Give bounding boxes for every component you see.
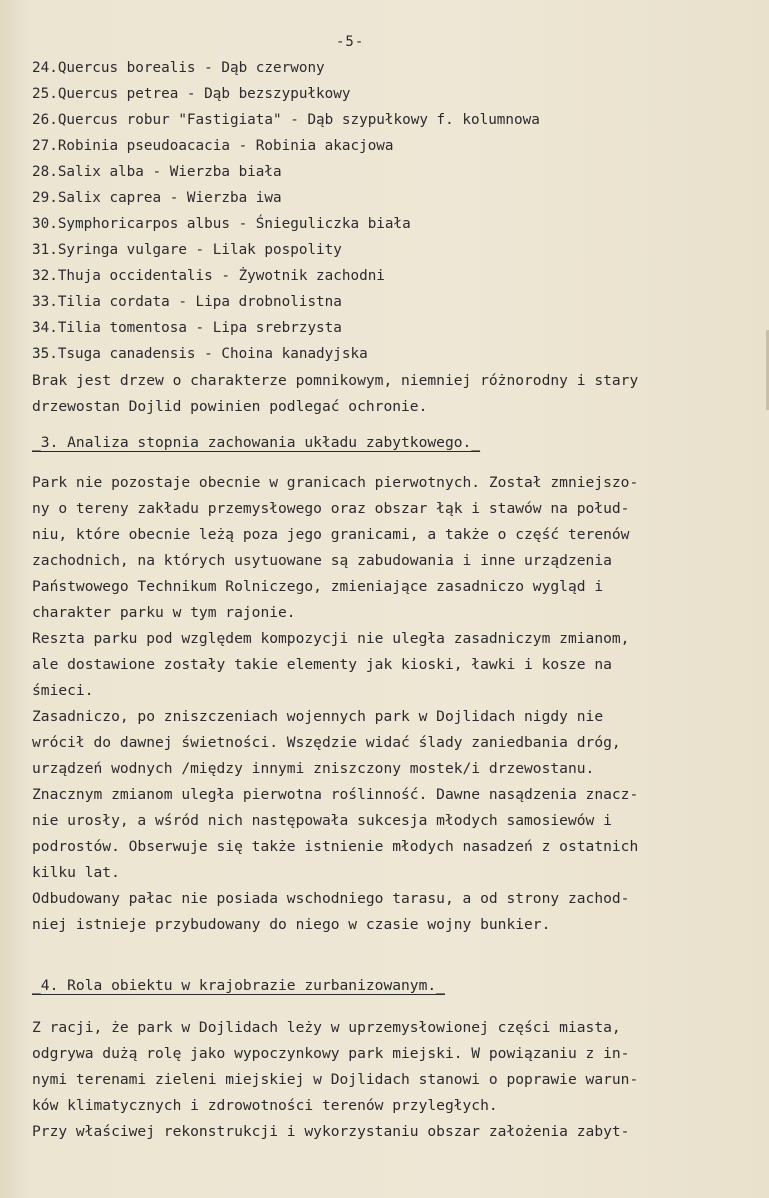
text-line: Państwowego Technikum Rolniczego, zmieniające zasadniczo wygląd i [32, 578, 604, 595]
text-line: Park nie pozostaje obecnie w granicach pierwotnych. Został zmniejszo- [32, 474, 639, 491]
text-line: Reszta parku pod względem kompozycji nie uległa zasadniczym zmianom, [32, 630, 630, 647]
text-line: śmieci. [32, 682, 94, 699]
list-item: 30.Symphoricarpos albus - Śnieguliczka biała [32, 216, 411, 232]
text-line: niej istnieje przybudowany do niego w czasie wojny bunkier. [32, 916, 551, 933]
plant-list [32, 55, 540, 367]
page-number: -5- [336, 34, 365, 50]
text-line: Odbudowany pałac nie posiada wschodniego tarasu, a od strony zachod- [32, 890, 630, 907]
list-item: 27.Robinia pseudoacacia - Robinia akacjowa [32, 138, 394, 154]
text-line: Przy właściwej rekonstrukcji i wykorzystaniu obszar założenia zabyt- [32, 1123, 630, 1140]
text-line: niu, które obecnie leżą poza jego granicami, a także o część terenów [32, 526, 630, 543]
text-line: podrostów. Obserwuje się także istnienie młodych nasadzeń z ostatnich [32, 838, 639, 855]
text-line: urządzeń wodnych /między innymi zniszczony mostek/i drzewostanu. [32, 760, 595, 777]
list-item: 28.Salix alba - Wierzba biała [32, 164, 282, 180]
text-line: Znacznym zmianom uległa pierwotna roślinność. Dawne nasądzenia znacz- [32, 786, 639, 803]
intro-paragraph [32, 368, 762, 420]
text-line: Z racji, że park w Dojlidach leży w uprzemysłowionej części miasta, [32, 1019, 621, 1036]
text-line: drzewostan Dojlid powinien podlegać ochronie. [32, 398, 428, 415]
text-line: ale dostawione zostały takie elementy jak kioski, ławki i kosze na [32, 656, 612, 673]
text-line: nymi terenami zieleni miejskiej w Dojlidach stanowi o poprawie warun- [32, 1071, 639, 1088]
text-line: ków klimatycznych i zdrowotności terenów przyległych. [32, 1097, 498, 1114]
text-line: kilku lat. [32, 864, 120, 881]
text-line: wrócił do dawnej świetności. Wszędzie widać ślady zaniedbania dróg, [32, 734, 621, 751]
list-item: 33.Tilia cordata - Lipa drobnolistna [32, 294, 342, 310]
list-item: 24.Quercus borealis - Dąb czerwony [32, 60, 325, 76]
section-4-body [32, 1015, 762, 1145]
text-line: Brak jest drzew o charakterze pomnikowym, niemniej różnorodny i stary [32, 372, 639, 389]
list-item: 29.Salix caprea - Wierzba iwa [32, 190, 282, 206]
list-item: 32.Thuja occidentalis - Żywotnik zachodni [32, 268, 385, 284]
list-item: 31.Syringa vulgare - Lilak pospolity [32, 242, 342, 258]
text-line: Zasadniczo, po zniszczeniach wojennych park w Dojlidach nigdy nie [32, 708, 604, 725]
text-line: zachodnich, na których usytuowane są zabudowania i inne urządzenia [32, 552, 612, 569]
text-line: charakter parku w tym rajonie. [32, 604, 296, 621]
list-item: 26.Quercus robur "Fastigiata" - Dąb szypułkowy f. kolumnowa [32, 112, 540, 128]
text-line: nie urosły, a wśród nich następowała sukcesja młodych samosiewów i [32, 812, 612, 829]
text-line: ny o tereny zakładu przemysłowego oraz obszar łąk i stawów na połud- [32, 500, 630, 517]
section-3-body [32, 470, 762, 938]
list-item: 25.Quercus petrea - Dąb bezszypułkowy [32, 86, 351, 102]
text-line: odgrywa dużą rolę jako wypoczynkowy park miejski. W powiązaniu z in- [32, 1045, 630, 1062]
list-item: 34.Tilia tomentosa - Lipa srebrzysta [32, 320, 342, 336]
list-item: 35.Tsuga canadensis - Choina kanadyjska [32, 346, 368, 362]
section-3-heading: _3. Analiza stopnia zachowania układu zabytkowego._ [32, 434, 481, 451]
section-4-heading: _4. Rola obiektu w krajobrazie zurbanizowanym._ [32, 977, 445, 994]
